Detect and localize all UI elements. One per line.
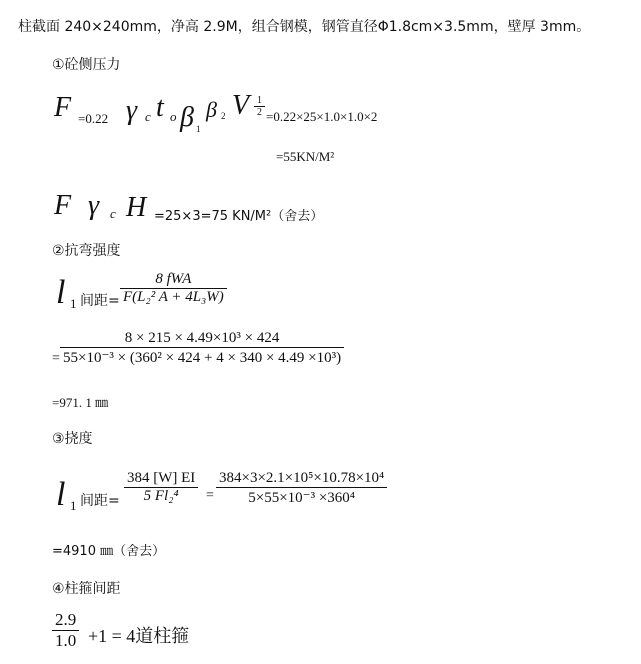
intro-text: 柱截面 240×240mm，净高 2.9M，组合钢模，钢管直径Φ1.8cm×3.5mm，壁厚 3mm。 xyxy=(18,19,591,35)
symbol-beta1: β xyxy=(180,102,194,133)
formula-hoop: 2.9 1.0 xyxy=(52,610,79,651)
eq1-coefficient: =0.22 xyxy=(78,111,109,126)
formula-deflection-2: 384×3×2.1×10⁵×10.78×10⁴ 5×55×10⁻³ ×360⁴ xyxy=(216,470,387,507)
symbol-gamma-2: γ xyxy=(88,190,100,221)
symbol-gamma: γ xyxy=(126,95,138,126)
symbol-beta2: β xyxy=(206,97,217,122)
fraction-half: 1 2 xyxy=(254,95,265,118)
heading-concrete-pressure: ①砼侧压力 xyxy=(52,57,121,73)
symbol-t: t xyxy=(156,92,164,123)
symbol-v: V xyxy=(232,90,250,121)
bending-result: =971. 1 ㎜ xyxy=(52,395,109,410)
symbol-F: F xyxy=(54,92,72,123)
equals-sign-1: = xyxy=(52,351,60,366)
subscript-c: c xyxy=(145,109,151,124)
subscript-2: 2 xyxy=(221,111,226,121)
symbol-F-2: F xyxy=(54,190,72,221)
subscript-1-l-2: 1 xyxy=(70,498,77,513)
spacing-label-2: 间距= xyxy=(80,493,120,509)
formula-deflection-1: 384 [W] EI 5 Fl₂⁴ xyxy=(124,470,198,505)
hoop-rest: +1 = 4道柱箍 xyxy=(88,626,190,646)
symbol-l1: l xyxy=(56,274,66,311)
formula-bending-2: 8 × 215 × 4.49×10³ × 424 55×10⁻³ × (360² × 424 + 4 × 340 × 4.49 ×10³) xyxy=(60,330,344,367)
symbol-H: H xyxy=(126,192,147,223)
formula-bending-1: 8 fWA F(L₂² A + 4L₃W) xyxy=(120,271,227,306)
equals-sign-2: = xyxy=(206,488,214,503)
heading-hoop-spacing: ④柱箍间距 xyxy=(52,581,121,597)
subscript-c-2: c xyxy=(110,206,116,221)
subscript-1: 1 xyxy=(196,124,201,134)
deflection-result: =4910 ㎜（舍去） xyxy=(52,544,166,559)
symbol-l1-2: l xyxy=(56,476,66,513)
eq2-rest: =25×3=75 KN/M²（舍去） xyxy=(154,209,324,224)
heading-bending-strength: ②抗弯强度 xyxy=(52,243,121,259)
heading-deflection: ③挠度 xyxy=(52,431,93,447)
spacing-label: 间距= xyxy=(80,293,120,309)
subscript-1-l: 1 xyxy=(70,296,77,311)
subscript-o: o xyxy=(170,109,177,124)
eq1-result: =55KN/M² xyxy=(276,149,335,164)
eq1-rest: =0.22×25×1.0×1.0×2 xyxy=(266,109,378,124)
